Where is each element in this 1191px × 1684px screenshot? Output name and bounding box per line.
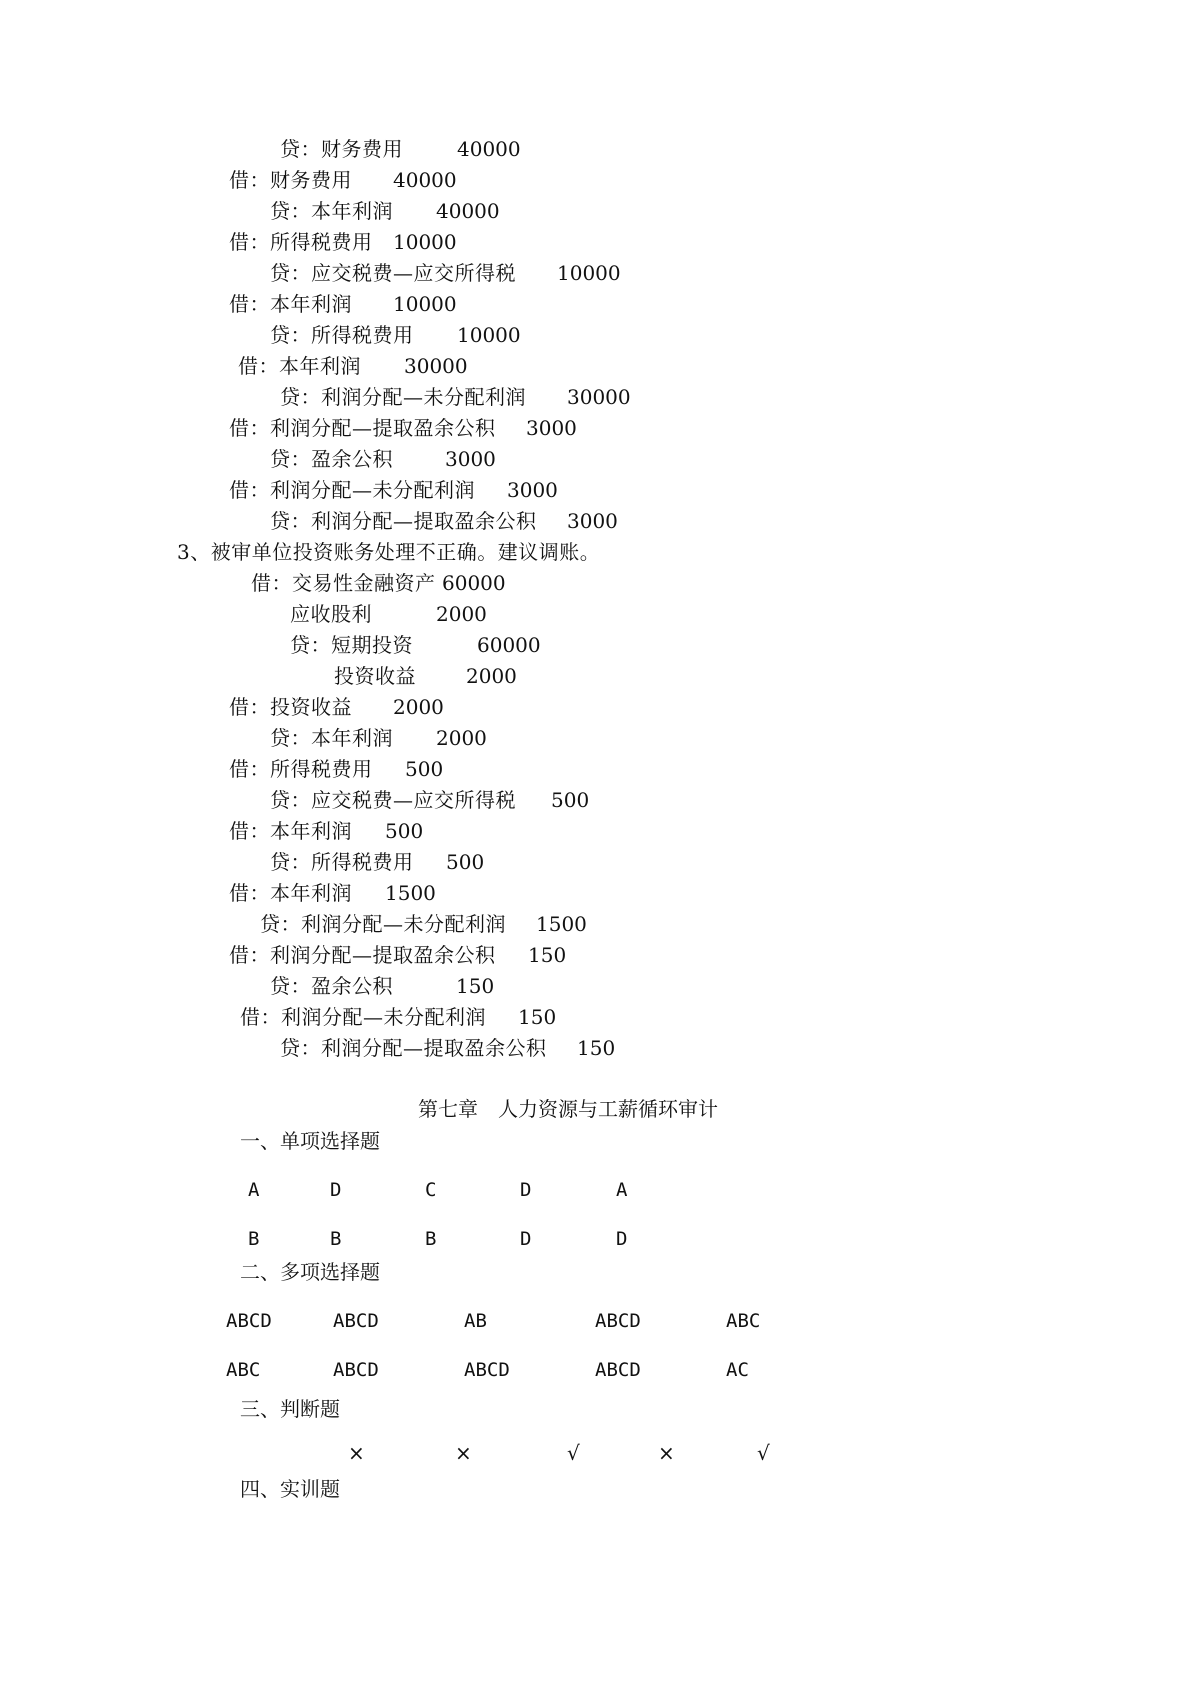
entry-text: 贷：应交税费—应交所得税	[270, 788, 516, 812]
entry-text: 借：本年利润	[238, 354, 361, 378]
entry-text: 借：利润分配—提取盈余公积	[229, 416, 496, 440]
entry-text: 贷：盈余公积	[270, 447, 393, 471]
entry-amount: 500	[551, 788, 590, 812]
entry-text: 贷：盈余公积	[270, 974, 393, 998]
entry-amount: 500	[405, 757, 444, 781]
entry-amount: 10000	[457, 323, 521, 347]
single-choice-answer: A	[616, 1179, 628, 1201]
single-choice-answer: B	[425, 1228, 437, 1250]
entry-text: 借：所得税费用	[229, 230, 373, 254]
judge-answer-cross-icon: ×	[658, 1441, 675, 1465]
multi-choice-answer: ABC	[226, 1359, 261, 1381]
entry-text: 贷：所得税费用	[270, 850, 414, 874]
entry-text: 贷：利润分配—未分配利润	[280, 385, 526, 409]
chapter-title: 第七章 人力资源与工薪循环审计	[418, 1097, 718, 1121]
multi-choice-answer: ABC	[726, 1310, 761, 1332]
entry-amount: 150	[577, 1036, 616, 1060]
entry-amount: 40000	[393, 168, 457, 192]
entry-text: 借：投资收益	[229, 695, 352, 719]
multi-choice-answer: ABCD	[464, 1359, 510, 1381]
entry-text: 贷：所得税费用	[270, 323, 414, 347]
multi-choice-answer: AB	[464, 1310, 487, 1332]
entry-amount: 1500	[385, 881, 436, 905]
entry-text: 借：本年利润	[229, 819, 352, 843]
section-heading-true-false: 三、判断题	[240, 1397, 340, 1421]
entry-amount: 3000	[567, 509, 618, 533]
entry-amount: 3000	[526, 416, 577, 440]
entry-text: 借：本年利润	[229, 292, 352, 316]
multi-choice-answer: ABCD	[595, 1310, 641, 1332]
entry-amount: 2000	[393, 695, 444, 719]
multi-choice-answer: ABCD	[226, 1310, 272, 1332]
entry-amount: 3000	[445, 447, 496, 471]
entry-text: 贷：本年利润	[270, 726, 393, 750]
single-choice-answer: D	[520, 1228, 532, 1250]
multi-choice-answer: ABCD	[595, 1359, 641, 1381]
note-paragraph: 3、被审单位投资账务处理不正确。建议调账。	[177, 540, 601, 564]
entry-amount: 500	[446, 850, 485, 874]
entry-text: 借：利润分配—未分配利润	[229, 478, 475, 502]
entry-text: 借：利润分配—未分配利润	[240, 1005, 486, 1029]
single-choice-answer: C	[425, 1179, 437, 1201]
entry-text: 贷：利润分配—未分配利润	[260, 912, 506, 936]
single-choice-answer: D	[520, 1179, 532, 1201]
entry-amount: 30000	[567, 385, 631, 409]
entry-amount: 2000	[436, 726, 487, 750]
single-choice-answer: D	[616, 1228, 628, 1250]
entry-text: 贷：本年利润	[270, 199, 393, 223]
judge-answer-check-icon: √	[757, 1441, 770, 1465]
entry-amount: 60000	[477, 633, 541, 657]
section-heading-multi-choice: 二、多项选择题	[240, 1260, 380, 1284]
entry-amount: 10000	[393, 292, 457, 316]
entry-amount: 150	[528, 943, 567, 967]
entry-text: 贷：应交税费—应交所得税	[270, 261, 516, 285]
entry-amount: 150	[518, 1005, 557, 1029]
entry-text: 借：所得税费用	[229, 757, 373, 781]
entry-amount: 1500	[536, 912, 587, 936]
entry-amount: 2000	[466, 664, 517, 688]
single-choice-answer: D	[330, 1179, 342, 1201]
entry-text: 贷：利润分配—提取盈余公积	[270, 509, 537, 533]
entry-text: 借：交易性金融资产	[251, 571, 436, 595]
judge-answer-cross-icon: ×	[348, 1441, 365, 1465]
entry-amount: 30000	[404, 354, 468, 378]
entry-amount: 10000	[393, 230, 457, 254]
single-choice-answer: B	[330, 1228, 342, 1250]
entry-amount: 40000	[457, 137, 521, 161]
entry-text: 借：利润分配—提取盈余公积	[229, 943, 496, 967]
multi-choice-answer: ABCD	[333, 1359, 379, 1381]
single-choice-answer: A	[248, 1179, 260, 1201]
section-heading-practical: 四、实训题	[240, 1477, 340, 1501]
entry-amount: 3000	[507, 478, 558, 502]
section-heading-single-choice: 一、单项选择题	[240, 1129, 380, 1153]
entry-text: 投资收益	[334, 664, 416, 688]
multi-choice-answer: AC	[726, 1359, 749, 1381]
entry-amount: 500	[385, 819, 424, 843]
entry-text: 贷：短期投资	[290, 633, 413, 657]
single-choice-answer: B	[248, 1228, 260, 1250]
multi-choice-answer: ABCD	[333, 1310, 379, 1332]
entry-amount: 150	[456, 974, 495, 998]
entry-amount: 10000	[557, 261, 621, 285]
entry-amount: 60000	[442, 571, 506, 595]
entry-text: 借：本年利润	[229, 881, 352, 905]
entry-text: 贷：利润分配—提取盈余公积	[280, 1036, 547, 1060]
entry-text: 借：财务费用	[229, 168, 352, 192]
entry-text: 应收股利	[290, 602, 372, 626]
entry-amount: 2000	[436, 602, 487, 626]
entry-amount: 40000	[436, 199, 500, 223]
judge-answer-cross-icon: ×	[455, 1441, 472, 1465]
judge-answer-check-icon: √	[567, 1441, 580, 1465]
entry-text: 贷：财务费用	[280, 137, 403, 161]
